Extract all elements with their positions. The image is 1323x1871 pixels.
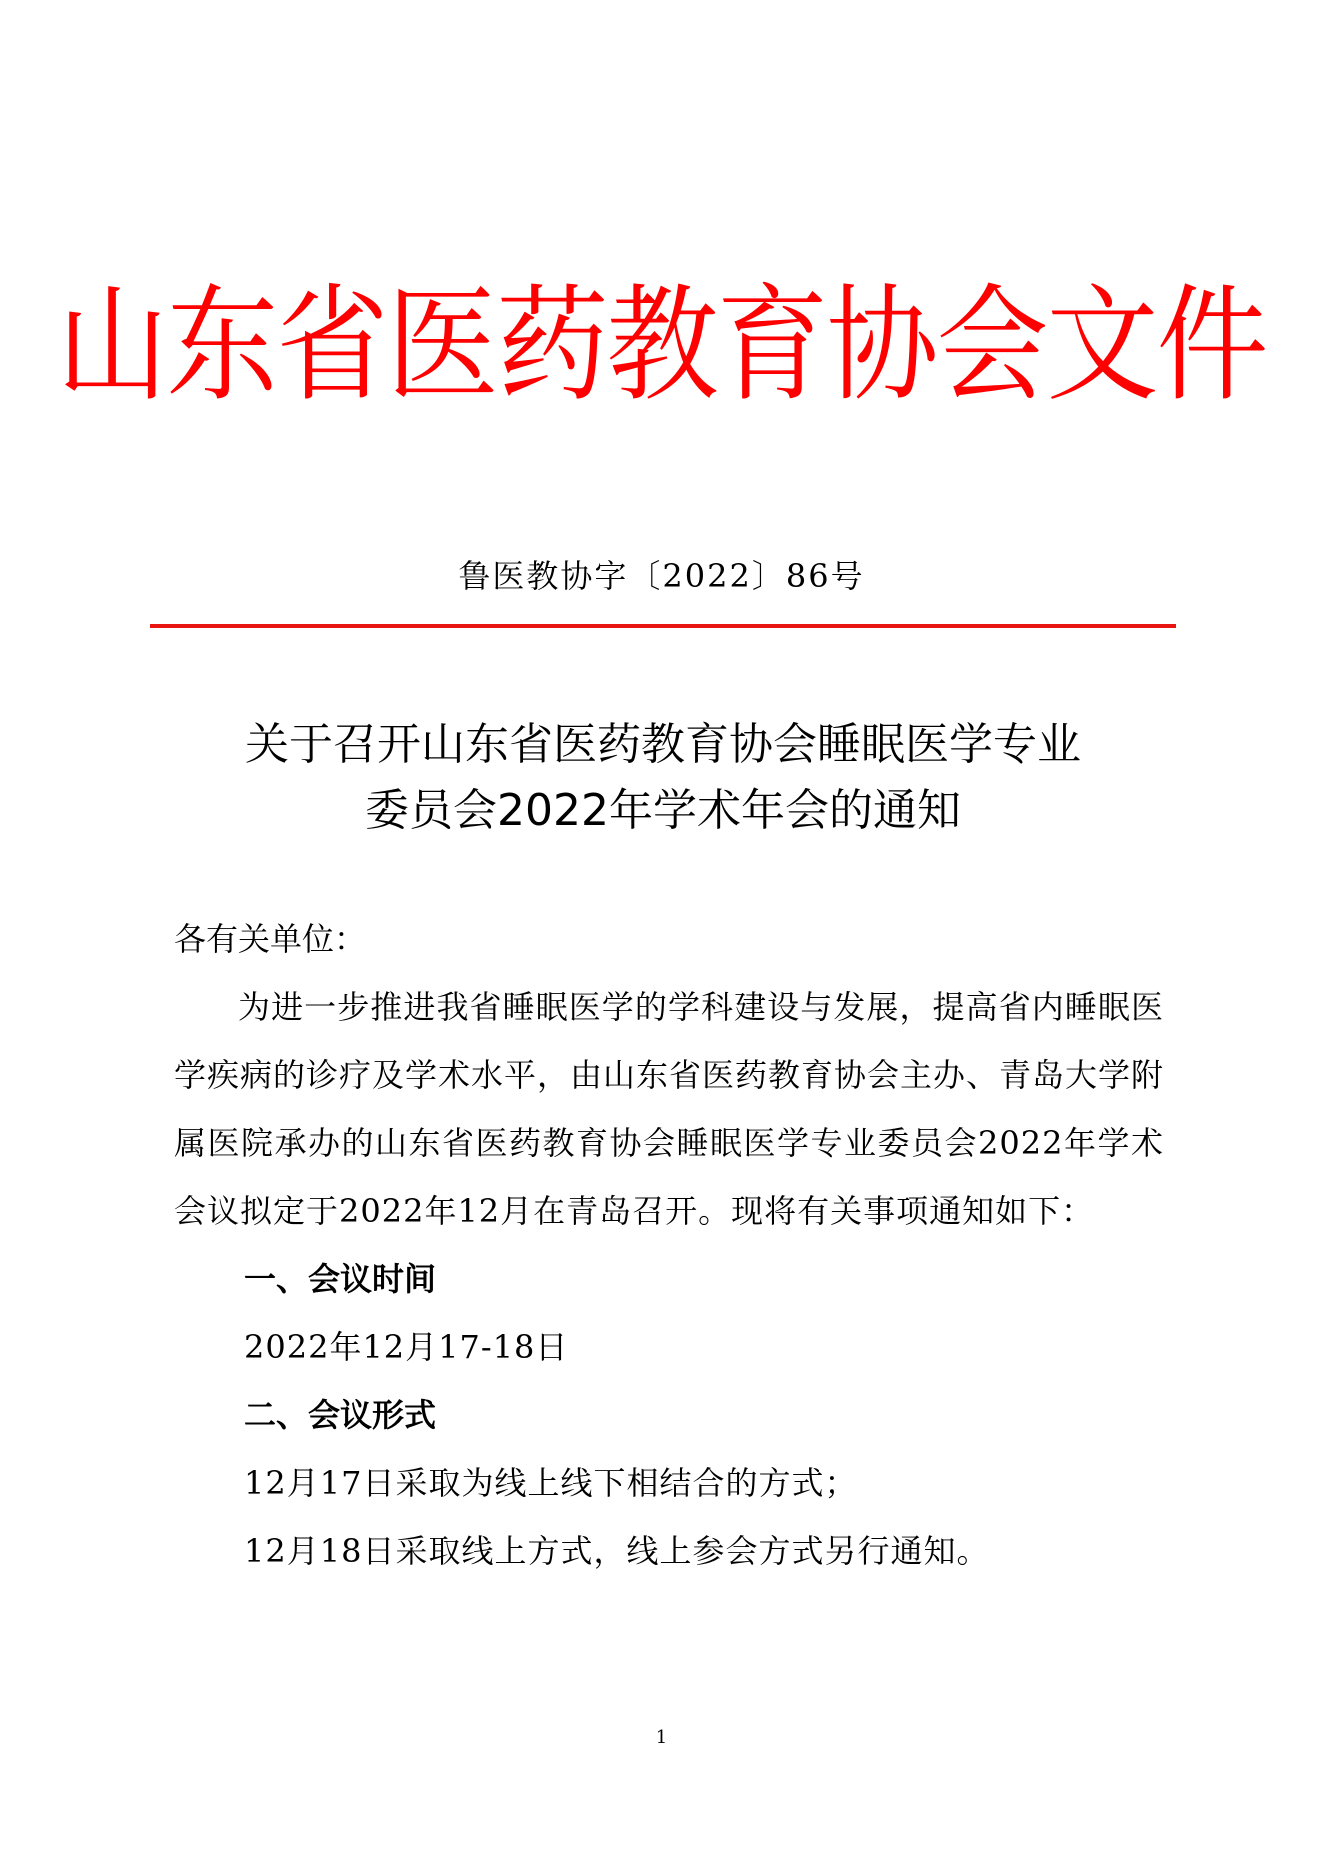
meeting-time-line: 2022年12月17-18日 bbox=[244, 1328, 569, 1366]
meeting-format-line-1: 12月17日采取为线上线下相结合的方式； bbox=[244, 1464, 858, 1502]
section-heading-meeting-format: 二、会议形式 bbox=[244, 1396, 437, 1434]
masthead-title: 山东省医药教育协会文件 bbox=[56, 273, 1267, 419]
page-number: 1 bbox=[655, 1727, 668, 1748]
document-body bbox=[174, 905, 1164, 1585]
meeting-format-line-2: 12月18日采取线上方式，线上参会方式另行通知。 bbox=[244, 1532, 990, 1570]
section-heading-meeting-time: 一、会议时间 bbox=[244, 1260, 437, 1298]
notice-title-line-2: 委员会2022年学术年会的通知 bbox=[365, 785, 961, 836]
salutation: 各有关单位： bbox=[174, 920, 367, 958]
notice-title bbox=[150, 712, 1176, 844]
notice-title-line-1: 关于召开山东省医药教育协会睡眠医学专业 bbox=[245, 719, 1081, 770]
intro-paragraph: 为进一步推进我省睡眠医学的学科建设与发展，提高省内睡眠医学疾病的诊疗及学术水平，由山东省医药教育协会主办、青岛大学附属医院承办的山东省医药教育协会睡眠医学专业委员会2022年学术会议拟定于2022年12月在青岛召开。现将有关事项通知如下： bbox=[174, 988, 1165, 1230]
red-divider-line bbox=[150, 624, 1176, 628]
document-number: 鲁医教协字〔2022〕86号 bbox=[458, 557, 865, 595]
